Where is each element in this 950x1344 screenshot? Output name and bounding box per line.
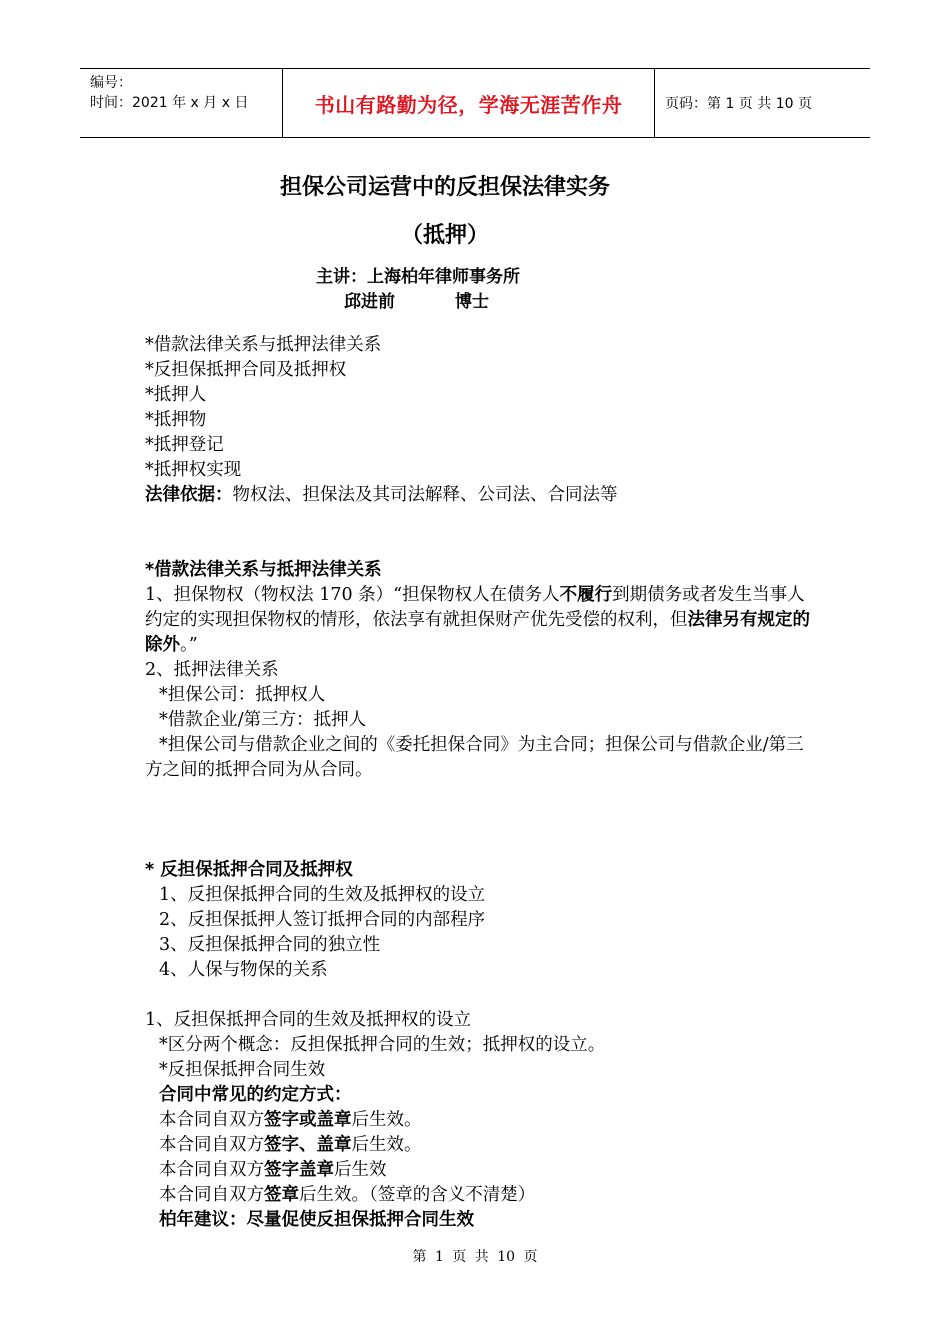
advice-line: 柏年建议：尽量促使反担保抵押合同生效 xyxy=(159,1210,474,1230)
text-run: 本合同自双方 xyxy=(159,1110,264,1130)
text-run: 后生效。（签章的含义不清楚） xyxy=(299,1185,536,1205)
text-run: 1、担保物权（物权法 170 条）“担保物权人在债务人 xyxy=(145,585,560,605)
outline-item: *抵押物 xyxy=(145,410,207,430)
text-run: 本合同自双方 xyxy=(159,1160,264,1180)
text-run: 本合同自双方 xyxy=(159,1185,264,1205)
section1-paragraph2: 2、抵押法律关系 xyxy=(145,660,279,680)
emphasis-run: 法律另有规定的除外 xyxy=(145,610,810,655)
contract-clause xyxy=(145,1133,815,1158)
legal-basis-text: 物权法、担保法及其司法解释、公司法、合同法等 xyxy=(232,485,618,505)
page-header xyxy=(80,68,870,138)
doc-title: 担保公司运营中的反担保法律实务 xyxy=(279,175,610,200)
section1-paragraph3 xyxy=(145,733,815,783)
doc-subtitle: （抵押） xyxy=(400,223,489,248)
doc-number-label: 编号： xyxy=(90,75,132,91)
section3-line: *反担保抵押合同生效 xyxy=(159,1060,326,1080)
list-item: 3、反担保抵押合同的独立性 xyxy=(159,935,381,955)
header-motto: 书山有路勤为径，学海无涯苦作舟 xyxy=(282,69,655,137)
page-footer: 第 1 页 共 10 页 xyxy=(412,1249,538,1265)
outline-item: *借款法律关系与抵押法律关系 xyxy=(145,335,382,355)
text-run: 。” xyxy=(180,635,198,655)
list-item: *借款企业/第三方：抵押人 xyxy=(159,710,367,730)
emphasis-run: 不履行 xyxy=(559,585,613,605)
text-run: 后生效 xyxy=(334,1160,387,1180)
header-meta xyxy=(80,69,282,137)
list-item: 2、反担保抵押人签订抵押合同的内部程序 xyxy=(159,910,486,930)
list-item: 4、人保与物保的关系 xyxy=(159,960,328,980)
emphasis-run: 签字盖章 xyxy=(264,1160,334,1180)
legal-basis xyxy=(145,483,815,508)
text-run: 本合同自双方 xyxy=(159,1135,264,1155)
emphasis-run: 签章 xyxy=(264,1185,299,1205)
text-run: 到期债务或者发生当事人约定的实现担保物权的情形，依法享有就担保财产优先受偿的权利，但 xyxy=(145,585,805,630)
doc-time-label: 时间：2021 年 x 月 x 日 xyxy=(90,95,249,111)
section3-subheading: 合同中常见的约定方式： xyxy=(159,1085,352,1105)
section1-heading: *借款法律关系与抵押法律关系 xyxy=(145,560,382,580)
section2-heading: * 反担保抵押合同及抵押权 xyxy=(145,860,353,880)
list-item: 1、反担保抵押合同的生效及抵押权的设立 xyxy=(159,885,486,905)
speaker-name: 邱进前 xyxy=(344,292,395,312)
outline-item: *抵押登记 xyxy=(145,435,224,455)
section1-paragraph1 xyxy=(145,583,815,658)
contract-clause xyxy=(145,1183,815,1208)
contract-clause xyxy=(145,1108,815,1133)
text-run: 后生效。 xyxy=(351,1110,422,1130)
contract-clause xyxy=(145,1158,815,1183)
header-page-info: 页码：第 1 页 共 10 页 xyxy=(665,96,812,112)
text-run: 后生效。 xyxy=(351,1135,422,1155)
speaker-line: 主讲：上海柏年律师事务所 xyxy=(316,267,520,287)
list-item: *担保公司：抵押权人 xyxy=(159,685,326,705)
text-run: *担保公司与借款企业之间的《委托担保合同》为主合同；担保公司与借款企业/第三方之间的抵押合同为从合同。 xyxy=(145,735,804,780)
outline-item: *抵押权实现 xyxy=(145,460,242,480)
speaker-degree: 博士 xyxy=(455,292,489,312)
document-body xyxy=(145,333,815,1233)
section3-heading: 1、反担保抵押合同的生效及抵押权的设立 xyxy=(145,1010,472,1030)
emphasis-run: 签字、盖章 xyxy=(264,1135,352,1155)
emphasis-run: 签字或盖章 xyxy=(264,1110,352,1130)
outline-item: *反担保抵押合同及抵押权 xyxy=(145,360,347,380)
speaker-name-line xyxy=(344,287,489,312)
section3-line: *区分两个概念：反担保抵押合同的生效；抵押权的设立。 xyxy=(159,1035,606,1055)
outline-item: *抵押人 xyxy=(145,385,207,405)
legal-basis-label: 法律依据： xyxy=(145,485,233,505)
